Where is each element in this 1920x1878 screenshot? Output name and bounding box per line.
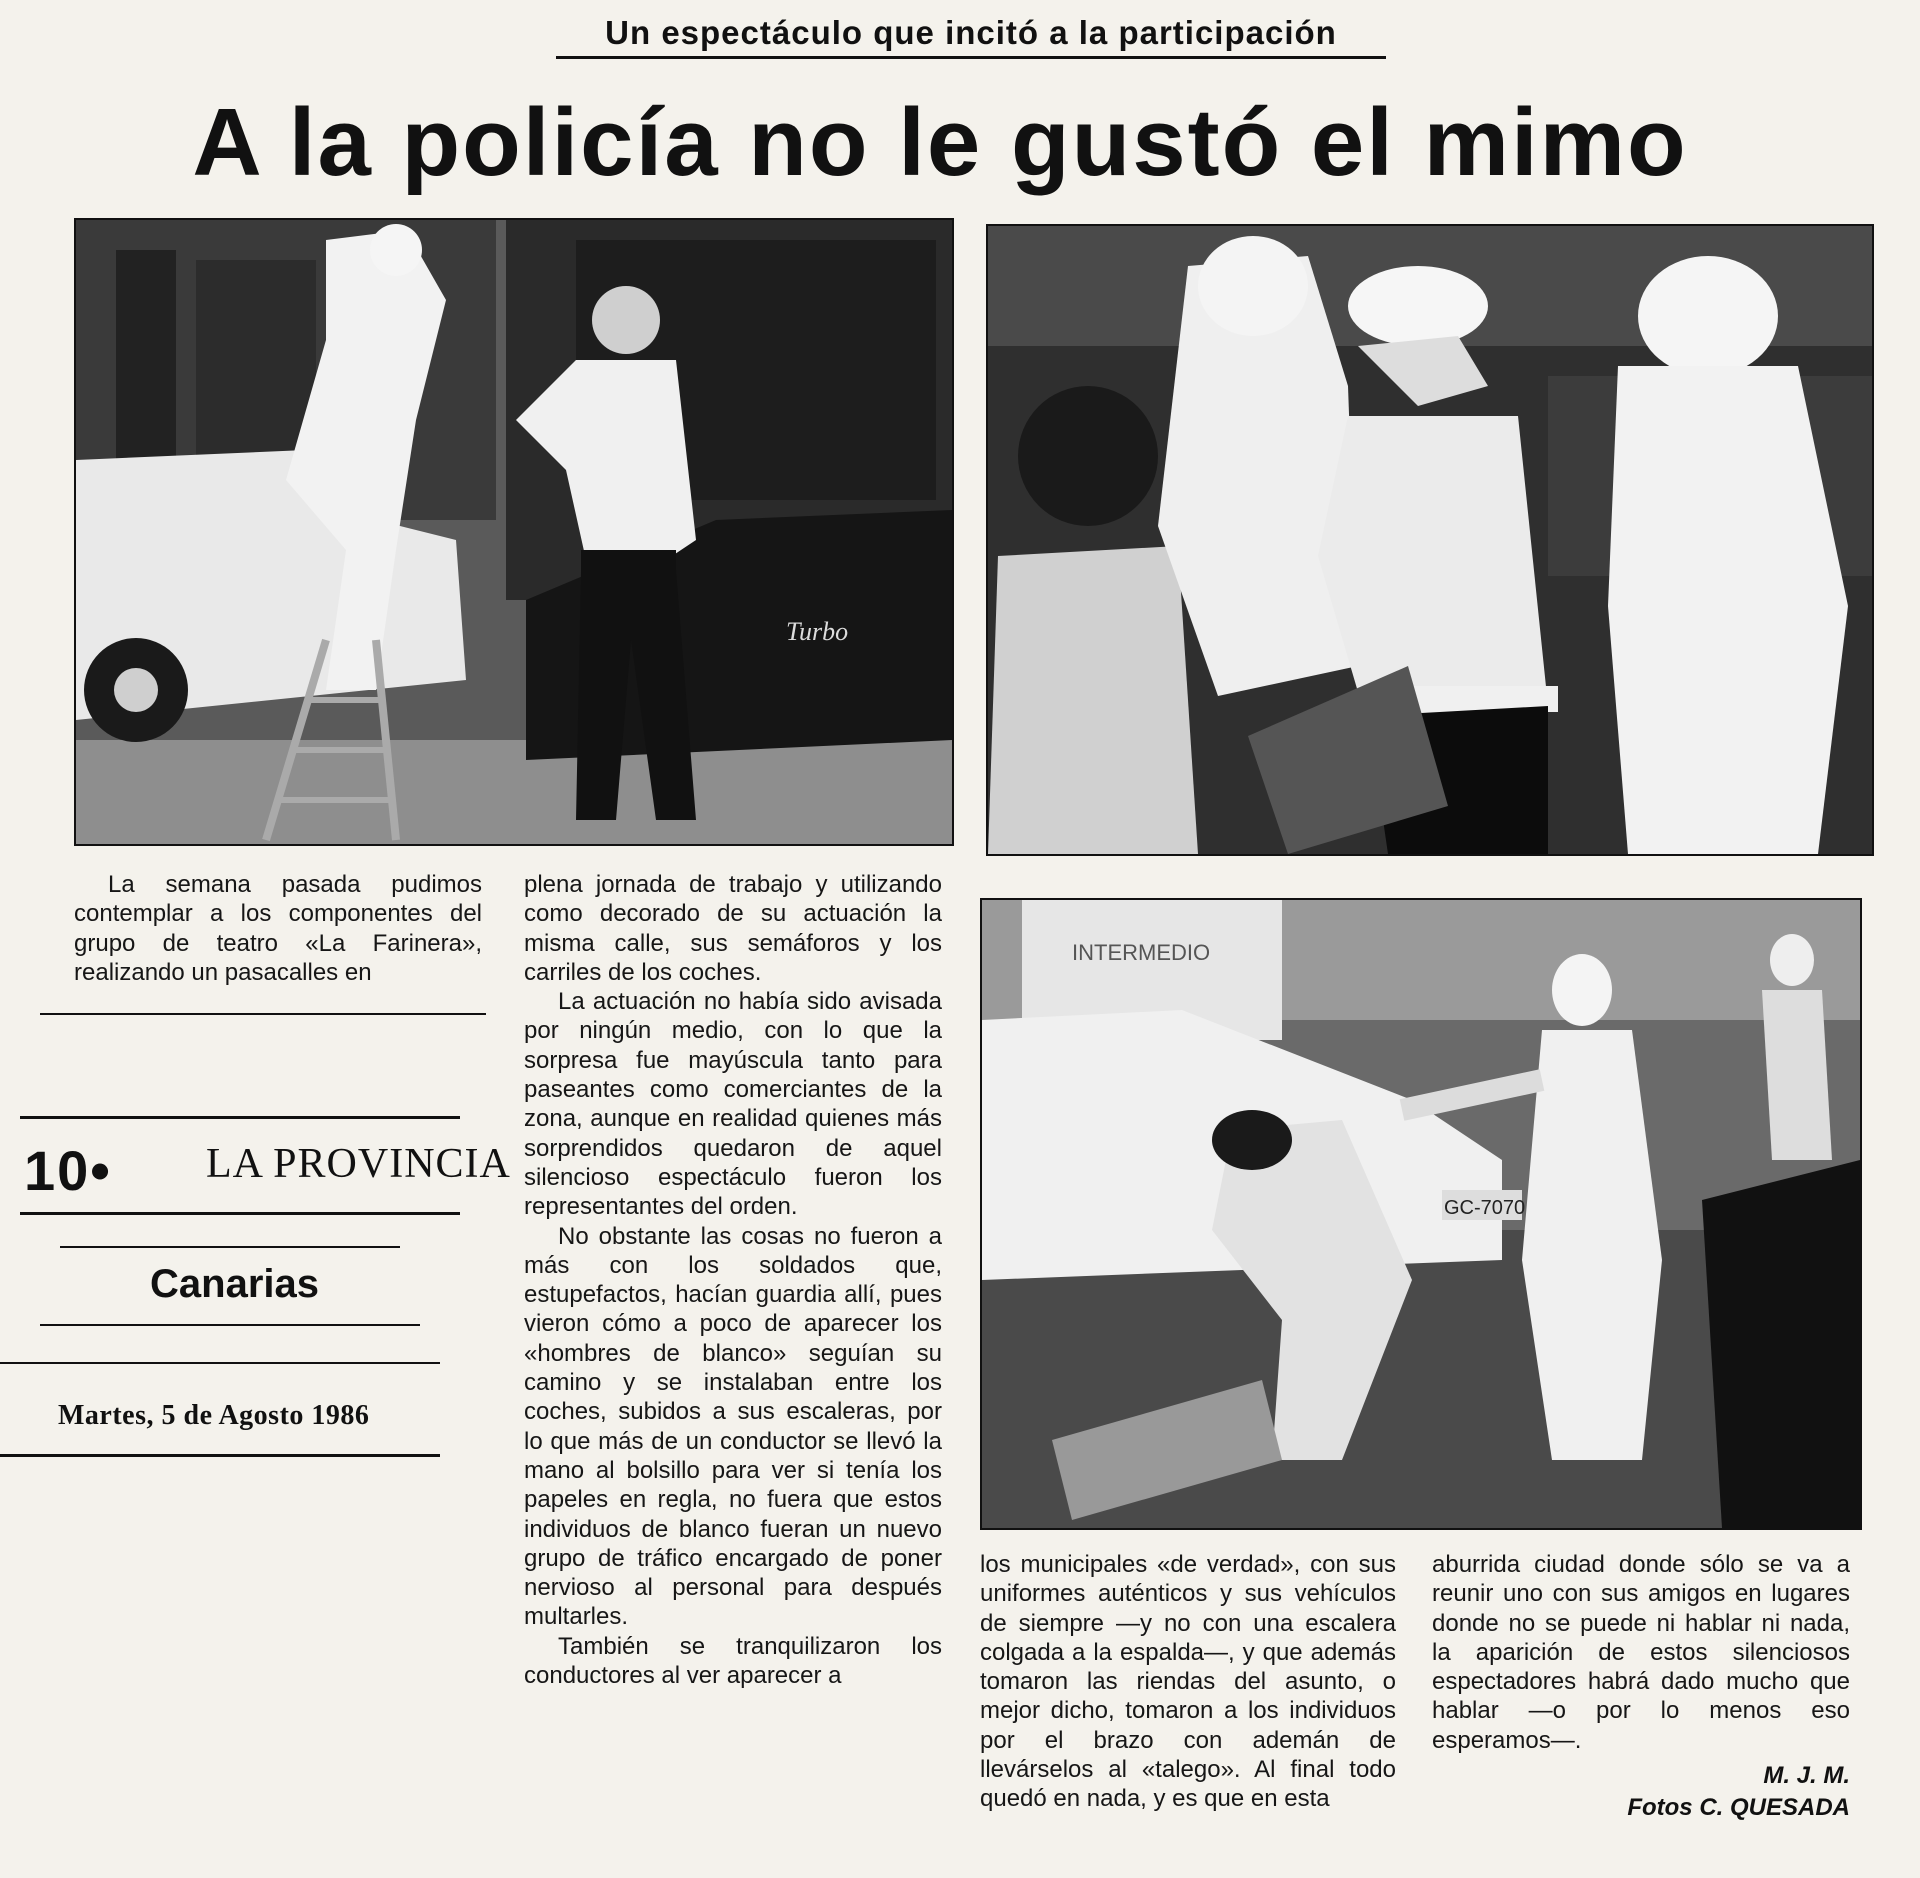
masthead-rule-4 <box>40 1324 420 1326</box>
masthead-rule-3 <box>60 1246 400 1248</box>
photo-car-badge: Turbo <box>786 617 849 646</box>
article-headline: A la policía no le gustó el mimo <box>192 89 1688 196</box>
article-column-1 <box>74 870 482 987</box>
photo-mime-dragged <box>980 898 1862 1530</box>
publication-date: Martes, 5 de Agosto 1986 <box>58 1400 370 1431</box>
article-paragraph: La semana pasada pudimos contemplar a los componentes del grupo de teatro «La Farinera», realizando un pasacalles en <box>74 871 482 986</box>
photo-credit: Fotos C. QUESADA <box>1627 1794 1850 1821</box>
masthead-rule-5 <box>0 1362 440 1364</box>
photo-truck-text: INTERMEDIO <box>1072 940 1211 965</box>
article-column-4 <box>1432 1550 1850 1755</box>
masthead-top-rule <box>20 1116 460 1119</box>
article-paragraph: No obstante las cosas no fueron a más con los soldados que, estupefactos, hacían guardia allí, pues vieron cómo a poco de aparecer los «hombres de blanco» seguían su camino y se instalaban entre los coches, subidos a sus escaleras, por lo que más de un conductor se llevó la mano al bolsillo para ver si tenía los papeles en regla, no fuera que estos individuos de blanco fueran un nuevo grupo de tráfico encargado de poner nervioso al personal para después multarles. <box>524 1222 942 1631</box>
photo-plate-text: GC-7070 <box>1444 1197 1526 1219</box>
column-1-divider <box>40 1013 486 1015</box>
photo-mime-dragged-image <box>982 900 1860 1528</box>
newspaper-name: LA PROVINCIA <box>206 1141 511 1187</box>
article-paragraph: La actuación no había sido avisada por ningún medio, con lo que la sorpresa fue mayúscula tanto para paseantes como comerciantes de la zona, aunque en realidad quienes más sorprendidos quedaron de aquel silencioso espectáculo fueron los representantes del orden. <box>524 988 942 1221</box>
photo-mime-on-ladder <box>74 218 954 846</box>
photo-mime-on-ladder-image <box>76 220 952 844</box>
article-credits <box>1500 1760 1850 1824</box>
article-paragraph: los municipales «de verdad», con sus uniformes auténticos y sus vehículos de siempre —y no con una escalera colgada a la espalda—, y que además tomaron las riendas del asunto, o mejor dicho, tomaron a los individuos por el brazo con ademán de llevárselos al «talego». Al final todo quedó en nada, y es que en esta <box>980 1551 1396 1813</box>
photo-police-with-mimes <box>986 224 1874 856</box>
article-paragraph: También se tranquilizaron los conductores al ver aparecer a <box>524 1632 942 1690</box>
article-kicker: Un espectáculo que incitó a la participación <box>556 14 1386 59</box>
section-name: Canarias <box>150 1262 319 1306</box>
article-paragraph: aburrida ciudad donde sólo se va a reunir uno con sus amigos en lugares donde no se puede ni hablar ni nada, la aparición de estos silenciosos espectadores habrá dado mucho que hablar —o por lo menos eso esperamos—. <box>1432 1551 1850 1754</box>
masthead-rule-2 <box>20 1212 460 1215</box>
article-column-2 <box>524 870 942 1690</box>
masthead-bottom-rule <box>0 1454 440 1457</box>
photo-police-with-mimes-image <box>988 226 1872 854</box>
author-initials: M. J. M. <box>1763 1762 1850 1789</box>
article-column-3 <box>980 1550 1396 1814</box>
page-number: 10• <box>24 1139 112 1202</box>
article-paragraph: plena jornada de trabajo y utilizando como decorado de su actuación la misma calle, sus semáforos y los carriles de los coches. <box>524 871 942 986</box>
